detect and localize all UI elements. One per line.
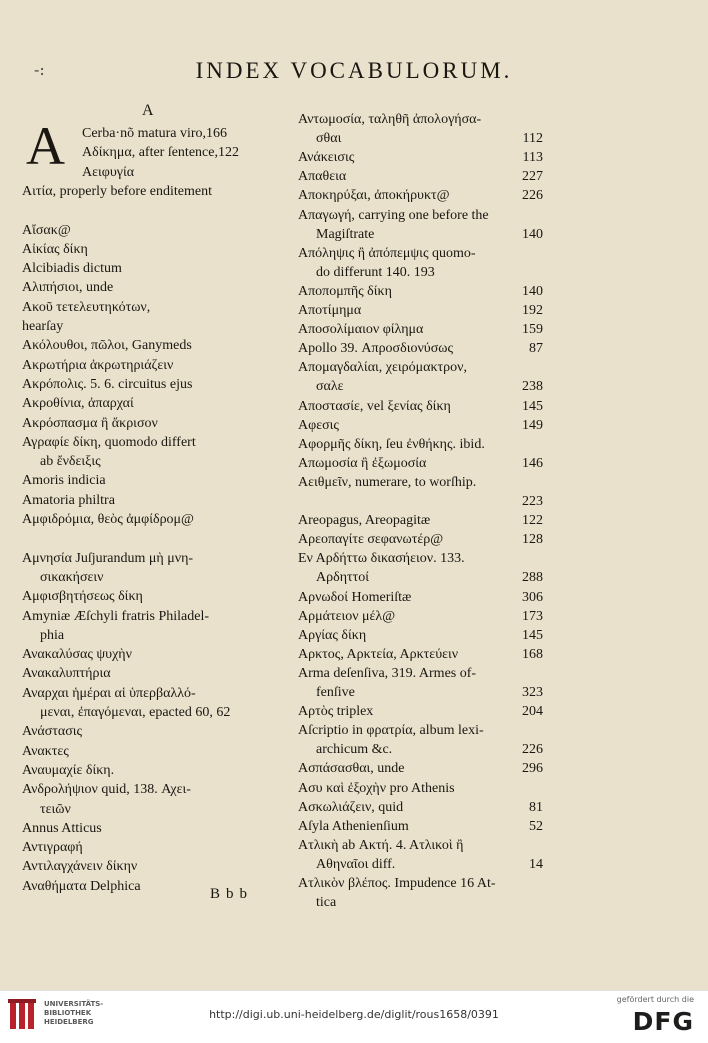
index-entry: Αλιπήσιοι, unde: [22, 280, 114, 296]
index-page-number: 223: [522, 494, 543, 509]
page-mark: -:: [34, 60, 45, 79]
index-entry: Αμνησία Juſjurandum μὴ μνη-: [22, 550, 194, 566]
index-entry: μεναι, ἐπαγόμεναι, epacted 60, 62: [40, 705, 231, 720]
index-entry: Αφεσις: [298, 417, 339, 433]
index-page-number: 159: [522, 322, 543, 338]
index-entry: Ακοῦ τετελευτηκότων,: [22, 299, 151, 315]
index-page-number: 146: [522, 455, 543, 471]
library-name: UNIVERSITÄTS- BIBLIOTHEK HEIDELBERG: [44, 1000, 104, 1026]
index-entry: Aſcriptio in φρατρία, album lexi-: [298, 723, 484, 739]
index-entry: Απομαγδαλίαι, χειρόμακτρον,: [298, 360, 467, 376]
index-entry: Ανάκεισις: [298, 150, 355, 166]
catchword: Bbb: [210, 886, 254, 902]
index-page-number: 323: [522, 685, 543, 700]
index-entry: Απόληψις ἢ ἀπόπεμψις quomo-: [298, 245, 476, 261]
index-entry: Αναθήματα Delphica: [22, 878, 141, 894]
index-page-number: 140: [522, 283, 543, 299]
index-entry: Apollo 39. Απροσδιονύσως: [298, 341, 454, 357]
index-page-number: 173: [522, 608, 543, 624]
index-entry: Alcibiadis dictum: [22, 261, 122, 277]
page-url-link[interactable]: http://digi.ub.uni-heidelberg.de/diglit/rous1658/0391: [209, 1008, 499, 1021]
index-entry: Απαγωγή, carrying one before the: [298, 207, 489, 223]
index-page-number: 168: [522, 646, 543, 662]
index-entry: Ανακαλύσας ψυχὴν: [22, 647, 132, 663]
index-entry: Magiſtrate: [316, 226, 375, 242]
index-page-number: 128: [522, 532, 543, 548]
index-entry: Αποπομπῆς δίκη: [298, 283, 392, 299]
index-entry: Ακροθίνια, ἀπαρχαί: [22, 396, 134, 412]
index-page-number: 122: [522, 513, 543, 529]
index-page-number: 87: [529, 341, 543, 357]
index-entry: Αποστασίε, vel ξενίας δίκη: [298, 398, 451, 414]
index-entry: Ατλικὴ ab Ακτή. 4. Ατλικοὶ ἢ: [298, 837, 464, 853]
index-entry: Αναυμαχίε δίκη.: [22, 762, 115, 778]
index-entry: σθαι: [316, 131, 342, 147]
index-entry: Cerba·nõ matura viro,166: [82, 126, 228, 141]
dfg-logo: DFG: [632, 1007, 694, 1036]
index-entry: Αποκηρύξαι, ἀποκήρυκτ@: [298, 188, 450, 204]
index-page-number: 306: [522, 589, 543, 605]
index-page-number: 145: [522, 627, 543, 643]
index-page-number: 296: [522, 761, 543, 777]
index-page-number: 226: [522, 188, 543, 204]
index-entry: Ανάστασις: [22, 724, 83, 740]
index-entry: Αναρχαι ἡμέραι αἱ ὑπερβαλλό-: [22, 685, 196, 701]
index-page-number: 52: [529, 818, 543, 834]
index-entry: Αργίας δίκη: [298, 627, 367, 643]
index-entry: τειῶν: [40, 801, 71, 817]
index-entry: Ασκωλιάζειν, quid: [298, 799, 404, 815]
index-entry: tica: [316, 895, 337, 911]
index-entry: σικακήσειν: [40, 569, 104, 585]
index-entry: Αφορμῆς δίκη, ſeu ἐνθήκης. ibid.: [298, 436, 485, 452]
index-entry: Αρτὸς triplex: [298, 704, 374, 720]
index-page-number: 149: [522, 417, 543, 433]
index-entry: Aſyla Athenienſium: [298, 818, 409, 834]
index-page-number: 192: [522, 303, 543, 318]
index-entry: Απωμοσία ἢ ἐξωμοσία: [298, 455, 427, 471]
index-entry: Αποτίμημα: [298, 303, 362, 318]
index-entry: Απαθεια: [298, 169, 347, 185]
page-title: INDEX VOCABULORUM.: [195, 58, 513, 83]
index-entry: Ακρόπολις. 5. 6. circuitus ejus: [22, 376, 193, 392]
index-page-number: 113: [522, 150, 543, 166]
section-letter: A: [142, 102, 154, 119]
index-entry: Αντιλαγχάνειν δίκην: [22, 859, 138, 875]
index-entry: Arma deſenſiva, 319. Armes of-: [298, 665, 477, 681]
index-page-number: 14: [529, 856, 543, 872]
index-entry: Ανδρολήψιον quid, 138. Αχει-: [22, 782, 191, 798]
index-entry: do differunt 140. 193: [316, 264, 435, 280]
index-page-number: 81: [529, 799, 543, 815]
index-page-number: 238: [522, 379, 543, 395]
index-page-number: 226: [522, 742, 543, 758]
index-entry: Αδίκημα, after ſentence,122: [82, 145, 239, 161]
index-entry: Αρμάτειον μέλ@: [298, 608, 396, 624]
index-entry: Areopagus, Areopagitæ: [298, 513, 431, 529]
index-entry: Αιτία, properly before enditement: [22, 183, 212, 199]
index-entry: Ατλικὸν βλέπος. Impudence 16 At-: [298, 876, 496, 891]
index-entry: Ανακτες: [22, 743, 69, 759]
index-entry: Amatoria philtra: [22, 492, 115, 508]
index-entry: Αρνωδοί Homeriſtæ: [298, 589, 412, 605]
index-entry: phia: [40, 627, 65, 643]
index-entry: Αγραφίε δίκη, quomodo differt: [22, 434, 196, 450]
index-entry: Αἰκίας δίκη: [22, 241, 88, 257]
index-entry: Αἴσακ@: [22, 222, 71, 238]
index-entry: hearſay: [22, 319, 64, 334]
index-entry: ab ἔνδειξις: [40, 454, 101, 470]
index-entry: Αποσολίμαιον φίλημα: [298, 322, 424, 338]
index-entry: Ασυ καὶ ἐξοχὴν pro Athenis: [298, 780, 455, 796]
index-entry: Annus Atticus: [22, 820, 102, 836]
index-page-number: 227: [522, 169, 543, 185]
index-entry: Αρκτος, Αρκτεία, Αρκτεύειν: [298, 646, 459, 662]
index-entry: Ακόλουθοι, πῶλοι, Ganymeds: [22, 338, 192, 354]
index-entry: Ασπάσασθαι, unde: [298, 761, 405, 777]
drop-cap: A: [26, 116, 65, 176]
index-entry: Αρεοπαγίτε σεφανωτέρ@: [298, 532, 444, 548]
index-entry: Αθηναῖοι diff.: [316, 856, 396, 872]
index-entry: archicum &c.: [316, 742, 393, 758]
index-entry: Εν Αρδήττω δικασήειον. 133.: [298, 551, 465, 567]
index-entry: Αντωμοσία, ταληθῆ ἀπολογήσα-: [298, 112, 482, 127]
index-page-number: 140: [522, 226, 543, 242]
index-entry: fenſive: [316, 685, 355, 700]
index-entry: Αρδηττοί: [316, 570, 370, 586]
index-entry: Amoris indicia: [22, 473, 106, 489]
index-entry: Ακρωτήρια ἀκρωτηριάζειν: [22, 357, 174, 373]
index-entry: Αμφιδρόμια, θεὸς ἀμφίδρομ@: [22, 512, 194, 527]
index-entry: Αειφυγία: [82, 164, 135, 180]
index-entry: σαλε: [316, 379, 344, 395]
index-page-number: 288: [522, 570, 543, 586]
funded-by-label: gefördert durch die: [616, 995, 694, 1004]
index-entry: Αειθμεῖν, numerare, to worſhip.: [298, 474, 477, 490]
index-entry: Αμφισβητήσεως δίκη: [22, 589, 143, 605]
index-entry: Ανακαλυπτήρια: [22, 666, 111, 682]
index-page-number: 145: [522, 398, 543, 414]
index-entry: Amyniæ Æſchyli fratris Philadel-: [22, 608, 210, 624]
footer-bar: [0, 990, 708, 1043]
index-page-number: 112: [522, 131, 543, 147]
index-entry: Ακρόσπασμα ἢ ἄκρισον: [22, 415, 158, 431]
index-page-number: 204: [522, 704, 543, 720]
index-entry: Αντιγραφή: [22, 840, 83, 856]
